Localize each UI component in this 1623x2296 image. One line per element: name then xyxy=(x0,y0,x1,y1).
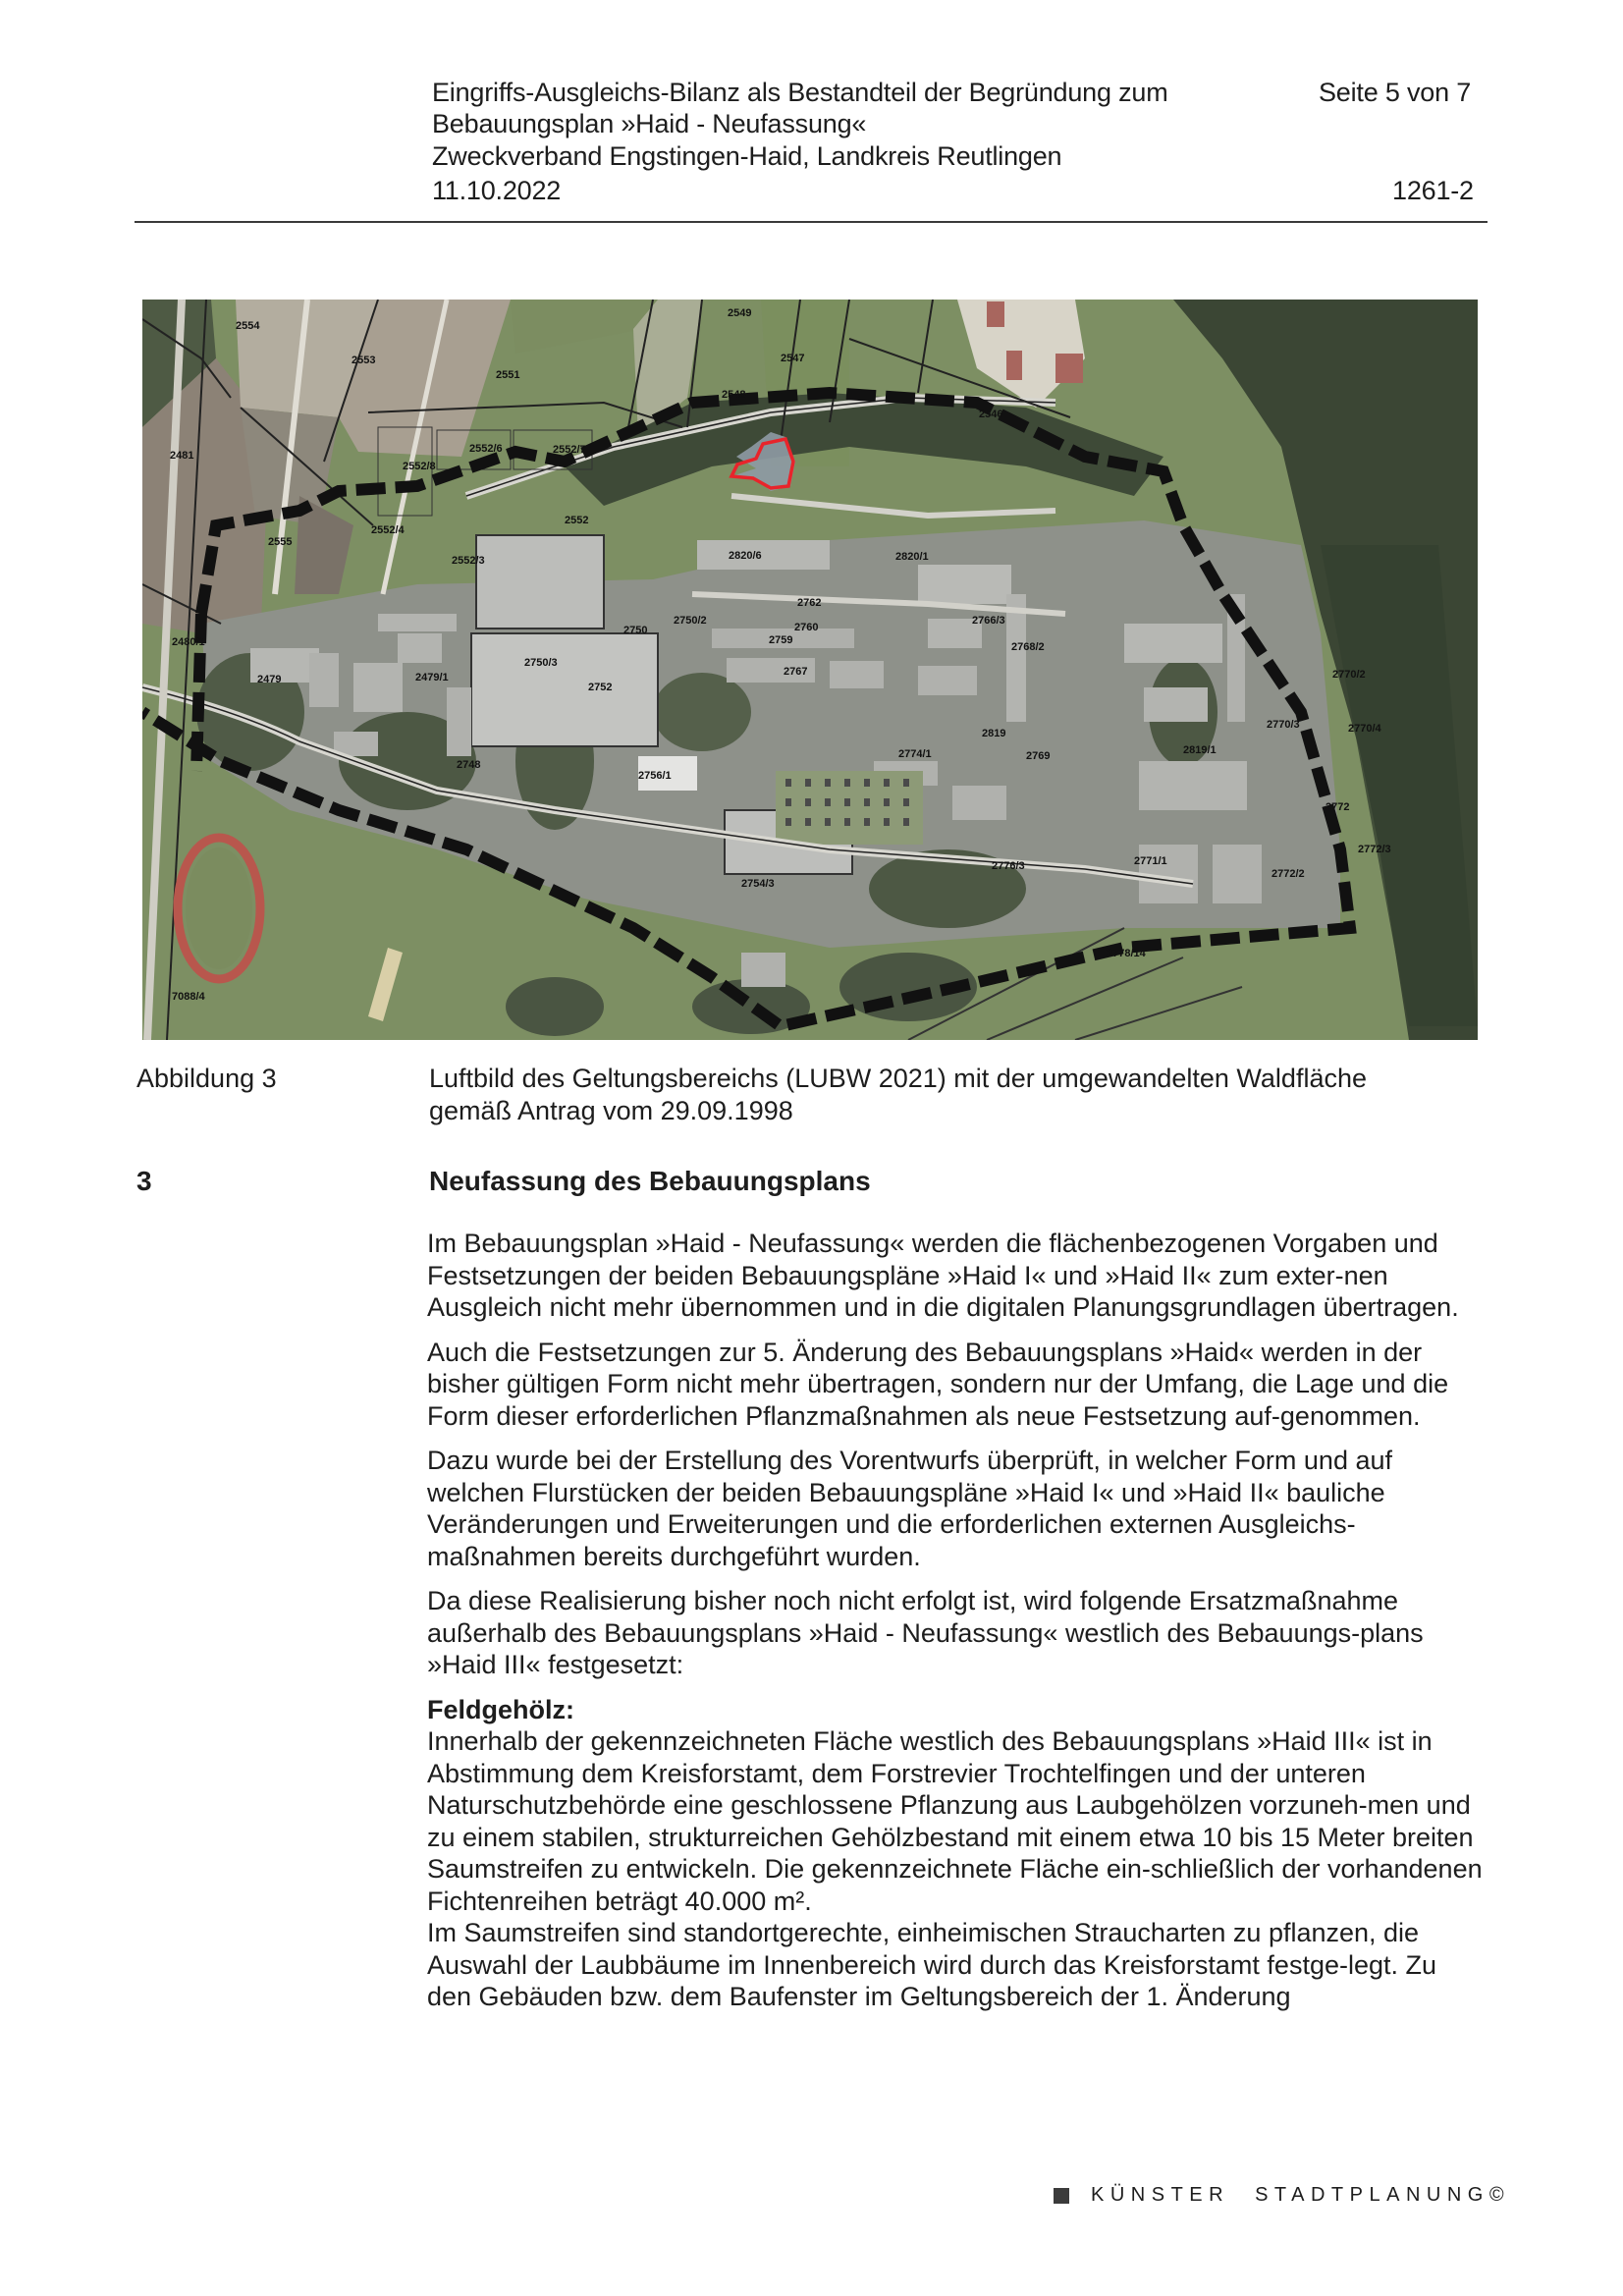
parcel-label: 2551 xyxy=(496,369,520,381)
parcel-label: 2756/1 xyxy=(638,770,672,782)
parcel-label: 2549 xyxy=(728,307,752,319)
parcel-label: 2768/2 xyxy=(1011,641,1045,653)
parcel-label: 2552/4 xyxy=(371,524,405,536)
parcel-label: 2750/3 xyxy=(524,657,558,669)
section-title: Neufassung des Bebauungsplans xyxy=(429,1166,871,1196)
parcel-label: 2776/3 xyxy=(992,860,1025,872)
parcel-label: 2750/2 xyxy=(674,615,707,627)
parcel-label: 2548 xyxy=(722,389,746,401)
parcel-label: 2767 xyxy=(784,666,808,678)
parcel-label: 2552/3 xyxy=(452,555,485,567)
parcel-label: 2778/14 xyxy=(1107,948,1146,959)
parcel-label: 2754/3 xyxy=(741,878,775,890)
parcel-label: 2546 xyxy=(979,409,1003,420)
parcel-label: 2759 xyxy=(769,634,793,646)
parcel-label: 2552/8 xyxy=(403,461,436,472)
parcel-label: 7088/4 xyxy=(172,991,205,1003)
document-number: 1261-2 xyxy=(1392,176,1474,205)
header-title-line2: Bebauungsplan »Haid - Neufassung« xyxy=(432,109,867,138)
parcel-label: 2772/2 xyxy=(1271,868,1305,880)
parcel-label: 2547 xyxy=(781,353,805,364)
parcel-label: 2760 xyxy=(794,622,819,633)
parcel-label: 2820/6 xyxy=(729,550,762,562)
paragraph-1: Im Bebauungsplan »Haid - Neufassung« werden die flächenbezogenen Vorgaben und Festsetzungen der beiden Bebauungspläne »Haid I« und »Haid II« zum exter-nen Ausgleich nicht mehr übernommen und in die digitalen Planungsgrundlagen übertragen. xyxy=(427,1229,1459,1322)
subsection-heading: Feldgehölz: xyxy=(427,1694,574,1724)
parcel-label: 2552/7 xyxy=(553,444,586,456)
figure-caption-line2: gemäß Antrag vom 29.09.1998 xyxy=(429,1096,793,1125)
paragraph-3: Dazu wurde bei der Erstellung des Vorentwurfs überprüft, in welcher Form und auf welchen Flurstücken der beiden Bebauungspläne »Haid I« und »Haid II« bauliche Veränderungen und Erweiterungen und die erforderlichen externen Ausgleichs-maßnahmen bereits durchgeführt wurden. xyxy=(427,1446,1392,1571)
parcel-label: 2769 xyxy=(1026,750,1051,762)
body-text xyxy=(427,1228,1488,2013)
aerial-map-image xyxy=(142,300,1478,1040)
header-title-line1: Eingriffs-Ausgleichs-Bilanz als Bestandteil der Begründung zum xyxy=(432,78,1168,107)
parcel-label: 2752 xyxy=(588,682,613,693)
parcel-label: 2553 xyxy=(352,355,376,366)
parcel-label: 2762 xyxy=(797,597,822,609)
parcel-label: 2819/1 xyxy=(1183,744,1217,756)
parcel-label: 2480/1 xyxy=(172,636,205,648)
header-title-line3: Zweckverband Engstingen-Haid, Landkreis Reutlingen xyxy=(432,141,1062,171)
parcel-label: 2772 xyxy=(1325,801,1350,813)
footer-logo xyxy=(1054,2184,1510,2207)
figure-caption-line1: Luftbild des Geltungsbereichs (LUBW 2021) mit der umgewandelten Waldfläche xyxy=(429,1064,1367,1093)
paragraph-4: Da diese Realisierung bisher noch nicht erfolgt ist, wird folgende Ersatzmaßnahme außerhalb des Bebauungsplans »Haid - Neufassung« westlich des Bebauungs-plans »Haid III« festgesetzt: xyxy=(427,1586,1424,1679)
parcel-label: 2766/3 xyxy=(972,615,1005,627)
parcel-label: 2481 xyxy=(170,450,194,462)
footer-brand-word2: STADTPLANUNG© xyxy=(1255,2184,1511,2206)
section-number: 3 xyxy=(136,1166,152,1196)
subsection-text-2: Im Saumstreifen sind standortgerechte, einheimischen Straucharten zu pflanzen, die Auswahl der Laubbäume im Innenbereich wird durch das Kreisforstamt festge-legt. Zu den Gebäuden bzw. dem Baufenster im Geltungsbereich der 1. Änderung xyxy=(427,1918,1437,2011)
aerial-map-figure xyxy=(142,300,1478,1040)
parcel-label: 2774/1 xyxy=(898,748,932,760)
parcel-label: 2820/1 xyxy=(895,551,929,563)
parcel-label: 2771/1 xyxy=(1134,855,1167,867)
figure-label: Abbildung 3 xyxy=(136,1064,277,1093)
parcel-label: 2770/4 xyxy=(1348,723,1381,735)
paragraph-2: Auch die Festsetzungen zur 5. Änderung des Bebauungsplans »Haid« werden in der bisher gültigen Form nicht mehr übertragen, sondern nur der Umfang, die Lage und die Form dieser erforderlichen Pflanzmaßnahmen als neue Festsetzung auf-genommen. xyxy=(427,1337,1449,1431)
parcel-label: 2748 xyxy=(457,759,481,771)
parcel-label: 2770/3 xyxy=(1267,719,1300,731)
parcel-label: 2552/6 xyxy=(469,443,503,455)
parcel-label: 2772/3 xyxy=(1358,844,1391,855)
parcel-label: 2819 xyxy=(982,728,1006,739)
logo-square-icon xyxy=(1054,2188,1069,2204)
header-date: 11.10.2022 xyxy=(432,176,562,205)
subsection-text-1: Innerhalb der gekennzeichneten Fläche westlich des Bebauungsplans »Haid III« ist in Abstimmung dem Kreisforstamt, dem Forstrevier Trochtelfingen und der unteren Naturschutzbehörde eine geschlossene Pflanzung aus Laubgehölzen vorzuneh-men und zu einem stabilen, strukturreichen Gehölzbestand mit einem etwa 10 bis 15 Meter breiten Saumstreifen zu entwickeln. Die gekennzeichnete Fläche ein-schließlich der vorhandenen Fichtenreihen beträgt 40.000 m². xyxy=(427,1726,1483,1916)
footer-brand-word1: KÜNSTER xyxy=(1091,2184,1230,2206)
parcel-label: 2770/2 xyxy=(1332,669,1366,681)
parcel-label: 2479 xyxy=(257,674,282,685)
parcel-label: 2554 xyxy=(236,320,260,332)
header-divider xyxy=(135,221,1488,223)
page-number: Seite 5 von 7 xyxy=(1319,78,1472,107)
parcel-label: 2552 xyxy=(565,515,589,526)
parcel-label: 2555 xyxy=(268,536,293,548)
parcel-label: 2750 xyxy=(623,625,648,636)
parcel-label: 2479/1 xyxy=(415,672,449,683)
